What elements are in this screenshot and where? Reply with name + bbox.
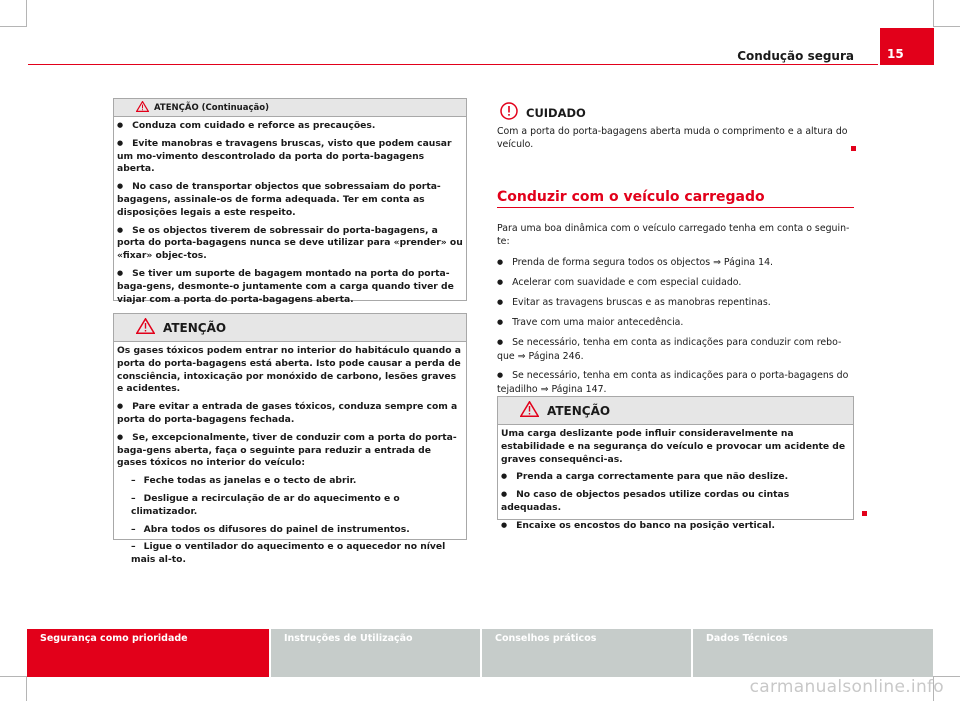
caution-text-block [497, 125, 852, 157]
list-item: ● No caso de transportar objectos que sobressaiam do porta-bagagens, assinale-os de forma adequada. Ter em conta as disposições legais a este respeito. [117, 181, 463, 219]
list-item: ● Encaixe os encostos do banco na posição vertical. [501, 520, 850, 533]
list-item: ● Acelerar com suavidade e com especial cuidado. [497, 276, 854, 290]
warning-continuation-body [114, 117, 466, 306]
warning-triangle-icon [136, 101, 149, 115]
list-item: ● Se, excepcionalmente, tiver de conduzir com a porta do porta-baga-gens aberta, faça o seguinte para reduzir a entrada de gases tóxicos no interior do veículo: [117, 432, 463, 470]
list-item: ● Conduza com cuidado e reforce as precauções. [117, 120, 463, 133]
caution-title: CUIDADO [526, 105, 586, 120]
list-item: ● Se os objectos tiverem de sobressair do porta-bagagens, a porta do porta-bagagens nunca se deve utilizar para «prender» ou «fixar» objec-tos. [117, 225, 463, 263]
page-number [880, 28, 934, 65]
sub-list-item: – Ligue o ventilador do aquecimento e o aquecedor no nível mais al-to. [131, 541, 463, 567]
section-intro: Para uma boa dinâmica com o veículo carregado tenha em conta o seguin-te: [497, 223, 850, 247]
warning-header [498, 397, 853, 425]
header-rule [28, 64, 878, 65]
list-item: ● Trave com uma maior antecedência. [497, 316, 854, 330]
warning-continuation-title: ATENÇÃO (Continuação) [154, 102, 269, 113]
list-item: ● Prenda de forma segura todos os objectos ⇒ Página 14. [497, 256, 854, 270]
sub-list-item: – Abra todos os difusores do painel de instrumentos. [131, 524, 463, 537]
list-item: ● No caso de objectos pesados utilize cordas ou cintas adequadas. [501, 489, 850, 515]
page-header-title: Condução segura [737, 49, 854, 63]
footer-tab-label: Dados Técnicos [706, 633, 788, 644]
footer-tab-instrucoes[interactable] [271, 629, 480, 677]
warning-body [114, 342, 466, 567]
crop-mark [0, 26, 27, 27]
section-rule [497, 207, 854, 208]
warning-box [113, 313, 467, 566]
list-item: ● Pare evitar a entrada de gases tóxicos, conduza sempre com a porta do porta-bagagens fechada. [117, 401, 463, 427]
section-end-mark [851, 146, 856, 151]
crop-mark [26, 676, 27, 701]
crop-mark [933, 26, 960, 27]
footer-nav [0, 629, 960, 677]
list-item: ● Se necessário, tenha em conta as indicações para conduzir com rebo-que ⇒ Página 246. [497, 336, 854, 363]
footer-tab-seguranca[interactable] [27, 629, 269, 677]
warning-box [497, 396, 854, 531]
sub-list-item: – Desligue a recirculação de ar do aquecimento e o climatizador. [131, 493, 463, 519]
list-item: ● Evite manobras e travagens bruscas, visto que podem causar um mo-vimento descontrolado da porta do porta-bagagens aberta. [117, 138, 463, 176]
sub-list-item: – Feche todas as janelas e o tecto de abrir. [131, 475, 463, 488]
list-item: ● Se tiver um suporte de bagagem montado na porta do porta-baga-gens, desmonte-o juntamente com a carga quando tiver de viajar com a porta do porta-bagagens aberta. [117, 268, 463, 306]
crop-mark [26, 0, 27, 27]
section-title: Conduzir com o veículo carregado [497, 189, 765, 205]
warning-intro: Os gases tóxicos podem entrar no interior do habitáculo quando a porta do porta-bagagens está aberta. Isto pode causar a perda de consciência, intoxicação por monóxido de carbono, lesões graves e acidentes. [117, 345, 461, 395]
warning-triangle-icon [520, 401, 539, 420]
footer-tab-conselhos[interactable] [482, 629, 691, 677]
footer-tab-dados[interactable] [693, 629, 933, 677]
list-item: ● Prenda a carga correctamente para que não deslize. [501, 471, 850, 484]
warning-body [498, 425, 853, 533]
page-number-text: 15 [887, 47, 904, 61]
list-item: ● Se necessário, tenha em conta as indicações para o porta-bagagens do tejadilho ⇒ Página 147. [497, 369, 854, 396]
warning-title: ATENÇÃO [547, 403, 611, 418]
list-item: ● Evitar as travagens bruscas e as manobras repentinas. [497, 296, 854, 310]
caution-circle-icon [500, 102, 518, 123]
watermark: carmanualsonline.info [749, 677, 944, 697]
footer-tab-label: Instruções de Utilização [284, 633, 413, 644]
section-end-mark [862, 511, 867, 516]
section-body [497, 222, 854, 402]
warning-continuation-header [114, 99, 466, 117]
warning-continuation-box [113, 98, 467, 305]
warning-intro: Uma carga deslizante pode influir consideravelmente na estabilidade e na segurança do veículo e provocar um acidente de graves consequênci-as. [501, 428, 846, 465]
warning-triangle-icon [136, 318, 155, 337]
footer-tab-label: Conselhos práticos [495, 633, 597, 644]
caution-heading [500, 102, 586, 123]
warning-header [114, 314, 466, 342]
footer-tab-label: Segurança como prioridade [40, 633, 188, 644]
warning-title: ATENÇÃO [163, 320, 227, 335]
caution-text: Com a porta do porta-bagagens aberta muda o comprimento e a altura do veículo. [497, 126, 848, 150]
crop-mark [933, 0, 934, 27]
